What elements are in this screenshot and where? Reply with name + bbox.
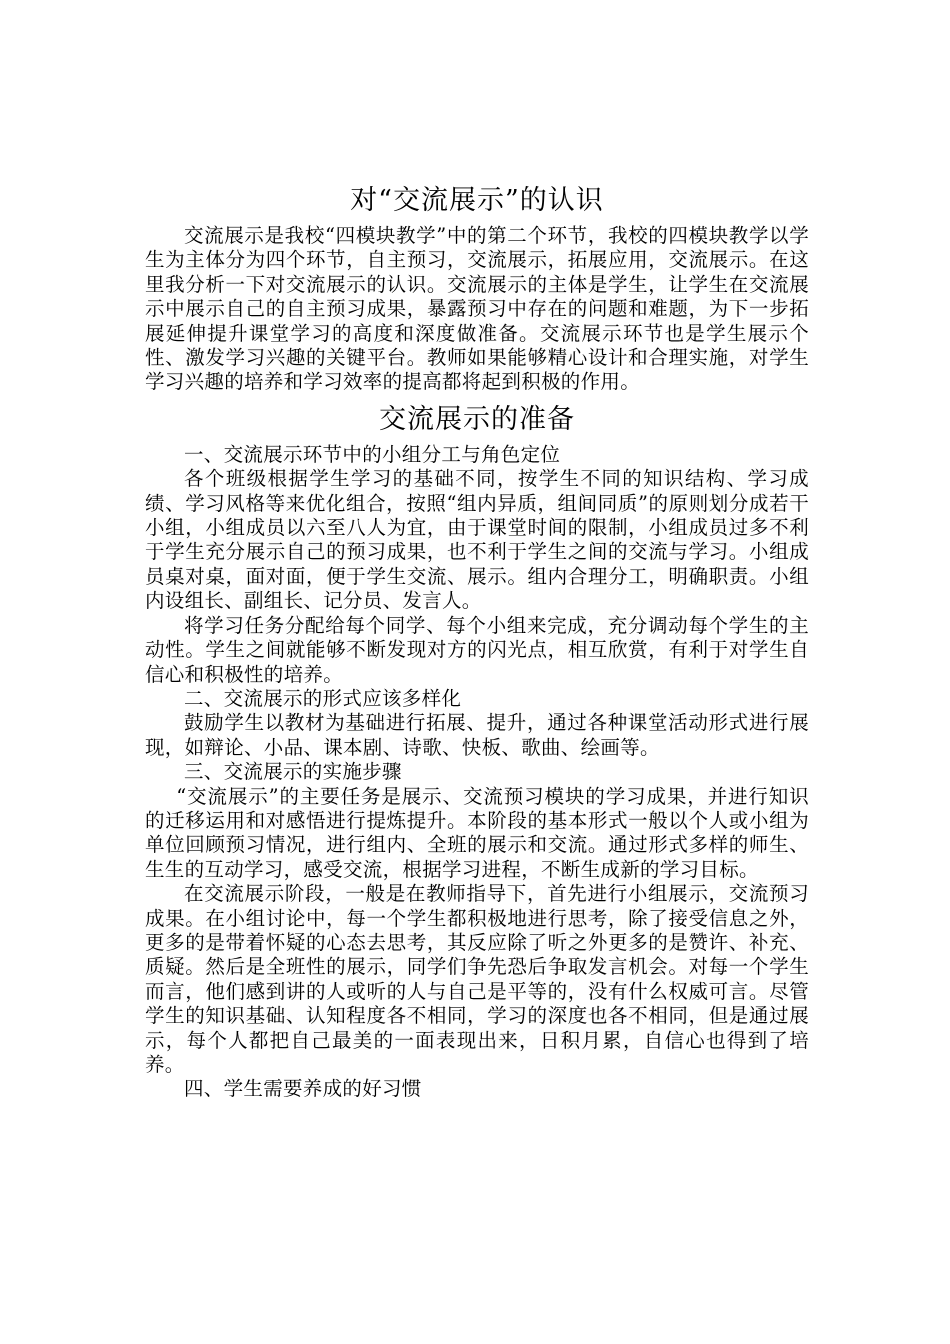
section-3-heading: 三、交流展示的实施步骤 <box>184 760 402 784</box>
section-2-paragraph-1: 鼓励学生以教材为基础进行拓展、提升，通过各种课堂活动形式进行展现，如辩论、小品、课本剧、诗歌、快板、歌曲、绘画等。 <box>145 711 809 759</box>
section-1-heading: 一、交流展示环节中的小组分工与角色定位 <box>184 442 561 466</box>
section-2-heading: 二、交流展示的形式应该多样化 <box>184 686 462 710</box>
section-3-paragraph-1: “交流展示”的主要任务是展示、交流预习模块的学习成果，并进行知识的迁移运用和对感悟进行提炼提升。本阶段的基本形式一般以个人或小组为单位回顾预习情况，进行组内、全班的展示和交流。通过形式多样的师生、生生的互动学习，感受交流，根据学习进程，不断生成新的学习目标。 <box>145 784 809 881</box>
intro-paragraph: 交流展示是我校“四模块教学”中的第二个环节，我校的四模块教学以学生为主体分为四个环节，自主预习，交流展示，拓展应用，交流展示。在这里我分析一下对交流展示的认识。交流展示的主体是学生，让学生在交流展示中展示自己的自主预习成果，暴露预习中存在的问题和难题，为下一步拓展延伸提升课堂学习的高度和深度做准备。交流展示环节也是学生展示个性、激发学习兴趣的关键平台。教师如果能够精心设计和合理实施，对学生学习兴趣的培养和学习效率的提高都将起到积极的作用。 <box>145 224 809 394</box>
section-1-paragraph-1: 各个班级根据学生学习的基础不同，按学生不同的知识结构、学习成绩、学习风格等来优化组合，按照“组内异质，组间同质”的原则划分成若干小组，小组成员以六至八人为宜，由于课堂时间的限制，小组成员过多不利于学生充分展示自己的预习成果，也不利于学生之间的交流与学习。小组成员桌对桌，面对面，便于学生交流、展示。组内合理分工，明确职责。小组内设组长、副组长、记分员、发言人。 <box>145 467 809 613</box>
section-title: 交流展示的准备 <box>379 403 575 435</box>
section-3-paragraph-2: 在交流展示阶段，一般是在教师指导下，首先进行小组展示，交流预习成果。在小组讨论中，每一个学生都积极地进行思考，除了接受信息之外，更多的是带着怀疑的心态去思考，其反应除了听之外更多的是赞许、补充、质疑。然后是全班性的展示，同学们争先恐后争取发言机会。对每一个学生而言，他们感到讲的人或听的人与自己是平等的，没有什么权威可言。尽管学生的知识基础、认知程度各不相同，学习的深度也各不相同，但是通过展示，每个人都把自己最美的一面表现出来，日积月累，自信心也得到了培养。 <box>145 882 809 1076</box>
section-4-heading: 四、学生需要养成的好习惯 <box>184 1077 422 1101</box>
document-title: 对“交流展示”的认识 <box>350 185 604 216</box>
section-1-paragraph-2: 将学习任务分配给每个同学、每个小组来完成，充分调动每个学生的主动性。学生之间就能够不断发现对方的闪光点，相互欣赏，有利于对学生自信心和积极性的培养。 <box>145 613 809 686</box>
document-page <box>145 178 809 1102</box>
